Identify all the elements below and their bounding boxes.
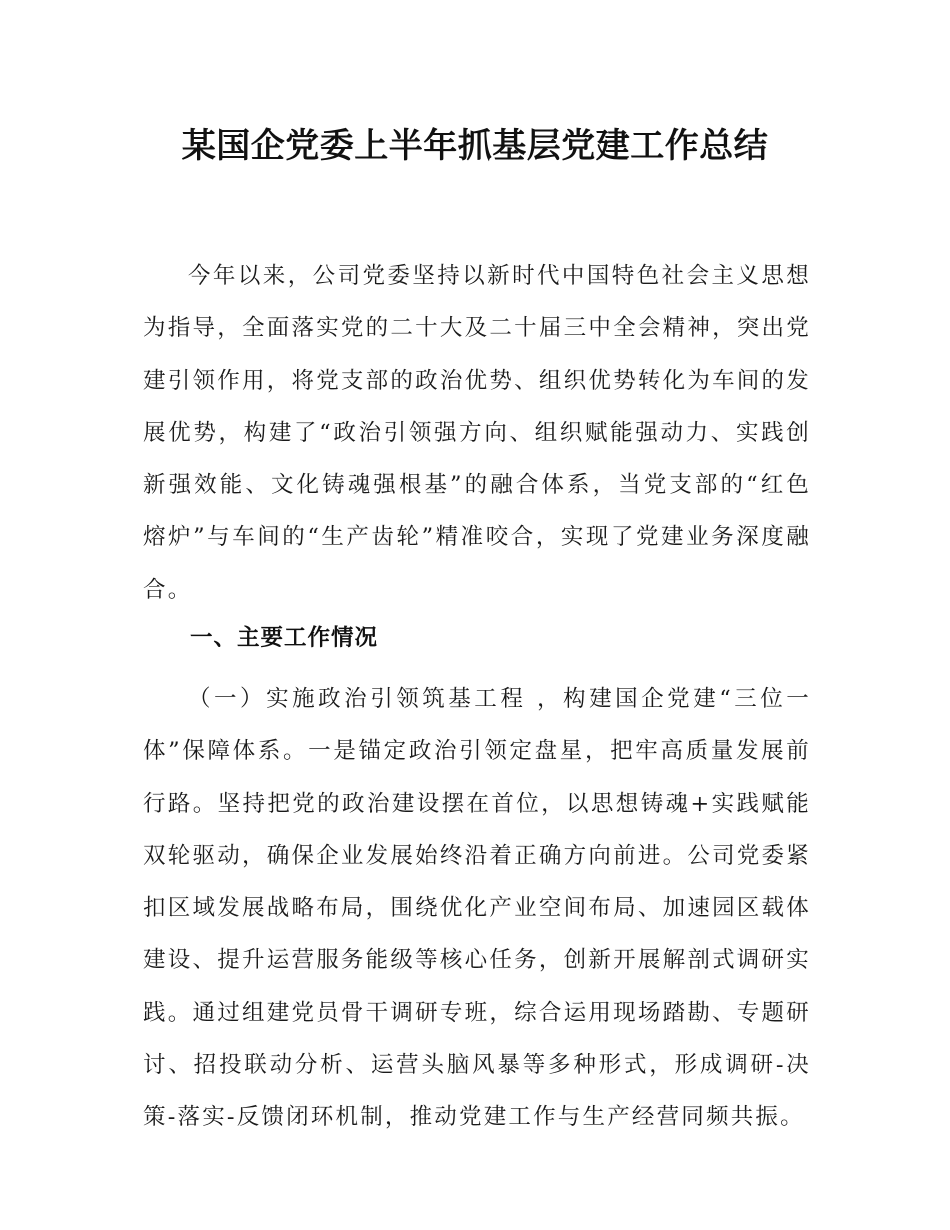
section-heading: 一、主要工作情况 bbox=[190, 625, 379, 651]
section-paragraph: （一）实施政治引领筑基工程 ，构建国企党建“三位一体”保障体系。一是锚定政治引领定盘星，把牢高质量发展前行路。坚持把党的政治建设摆在首位，以思想铸魂+实践赋能双轮驱动，确保企业发展始终沿着正确方向前进。公司党委紧扣区域发展战略布局，围绕优化产业空间布局、加速园区载体建设、提升运营服务能级等核心任务，创新开展解剖式调研实践。通过组建党员骨干调研专班，综合运用现场踏勘、专题研讨、招投联动分析、运营头脑风暴等多种形式，形成调研-决策-落实-反馈闭环机制，推动党建工作与生产经营同频共振。 bbox=[143, 686, 811, 1131]
intro-paragraph: 今年以来，公司党委坚持以新时代中国特色社会主义思想为指导，全面落实党的二十大及二十届三中全会精神，突出党建引领作用，将党支部的政治优势、组织优势转化为车间的发展优势，构建了“政治引领强方向、组织赋能强动力、实践创新强效能、文化铸魂强根基”的融合体系，当党支部的“红色熔炉”与车间的“生产齿轮”精准咬合，实现了党建业务深度融合。 bbox=[143, 263, 811, 603]
document-title: 某国企党委上半年抓基层党建工作总结 bbox=[181, 126, 769, 166]
